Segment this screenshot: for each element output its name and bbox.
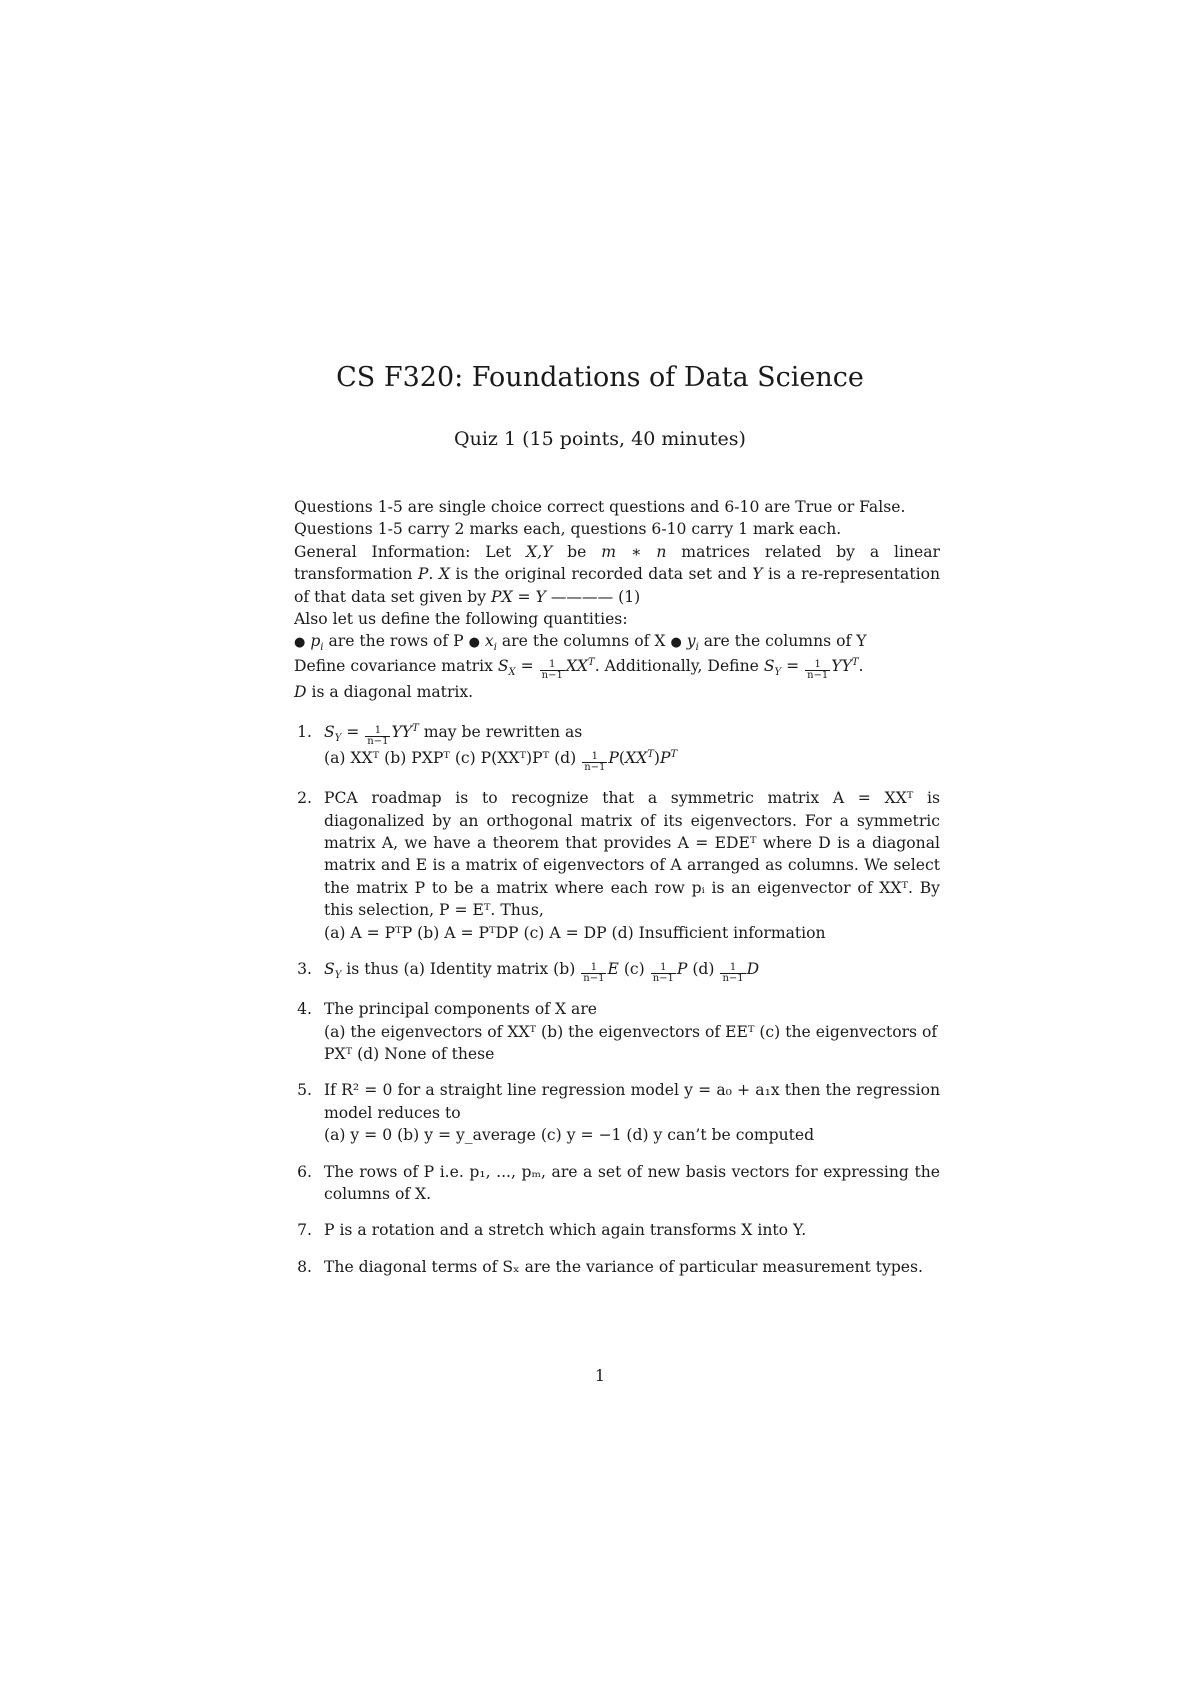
- question-6: 6. The rows of P i.e. p₁, ..., pₘ, are a set of new basis vectors for expressing the columns of X.: [297, 1162, 940, 1203]
- question-7: 7. P is a rotation and a stretch which again transforms X into Y.: [297, 1221, 807, 1240]
- covariance-definition: Define covariance matrix $S_X$ = $\frac{1}{n-1}$ $XX^T$. Additionally, Define $S_Y$ = $\frac{1}{n-1}$ $YY^T$.: [294, 656, 864, 681]
- general-information: General Information: Let X,Y be m ∗ n matrices related by a linear transformation P. X is the original recorded data set and Y is a re-representation of that data set given by PX = Y ———— (1): [294, 542, 941, 606]
- question-list: [294, 721, 940, 1278]
- page-subtitle: Quiz 1 (15 points, 40 minutes): [454, 428, 746, 450]
- question-2: 2. PCA roadmap is to recognize that a symmetric matrix A = XXᵀ is diagonalized by an orthogonal matrix of its eigenvectors. For a symmetric matrix A, we have a theorem that provides A = EDEᵀ where D is a diagonal matrix and E is a matrix of eigenvectors of A arranged as columns. We select the matrix P to be a matrix where each row pᵢ is an eigenvector of XXᵀ. By this selection, P = Eᵀ. Thus, (a) A = PᵀP (b) A = PᵀDP (c) A = DP (d) Insufficient information: [297, 789, 940, 942]
- diagonal-definition: D is a diagonal matrix.: [294, 682, 474, 701]
- bullet-icon: ●: [294, 635, 306, 651]
- question-4: 4. The principal components of X are (a) the eigenvectors of XXᵀ (b) the eigenvectors of EEᵀ (c) the eigenvectors of PXᵀ (d) None of these: [297, 1000, 938, 1063]
- definitions-line: ● $p_i$ are the rows of P ● $x_i$ are the columns of X ● $y_i$ are the columns of Y: [294, 632, 867, 654]
- also-define-line: Also let us define the following quantities:: [294, 610, 628, 629]
- question-3: 3. $S_Y$ is thus (a) Identity matrix (b) $\frac{1}{n-1}$ E (c) $\frac{1}{n-1}$ P (d) $\frac{1}{n-1}$ D: [297, 960, 760, 985]
- question-1: 1. $S_Y$ = $\frac{1}{n-1}$ $YY^T$ may be rewritten as (a) XXᵀ (b) PXPᵀ (c) P(XXᵀ)Pᵀ (d) $\frac{1}{n-1}$ $P(XX^T)P^T$: [297, 723, 678, 774]
- intro-line-2: Questions 1-5 carry 2 marks each, questions 6-10 carry 1 mark each.: [294, 520, 842, 539]
- question-8: 8. The diagonal terms of Sₓ are the variance of particular measurement types.: [297, 1257, 923, 1276]
- bullet-icon: ●: [468, 635, 480, 651]
- document-body: [294, 496, 940, 1292]
- question-5: 5. If R² = 0 for a straight line regression model y = a₀ + a₁x then the regression model reduces to (a) y = 0 (b) y = y_average (c) y = −1 (d) y can’t be computed: [297, 1081, 940, 1145]
- page-title: CS F320: Foundations of Data Science: [336, 362, 864, 393]
- intro-line-1: Questions 1-5 are single choice correct questions and 6-10 are True or False.: [294, 498, 906, 516]
- page-number: 1: [594, 1366, 606, 1385]
- bullet-icon: ●: [670, 635, 682, 651]
